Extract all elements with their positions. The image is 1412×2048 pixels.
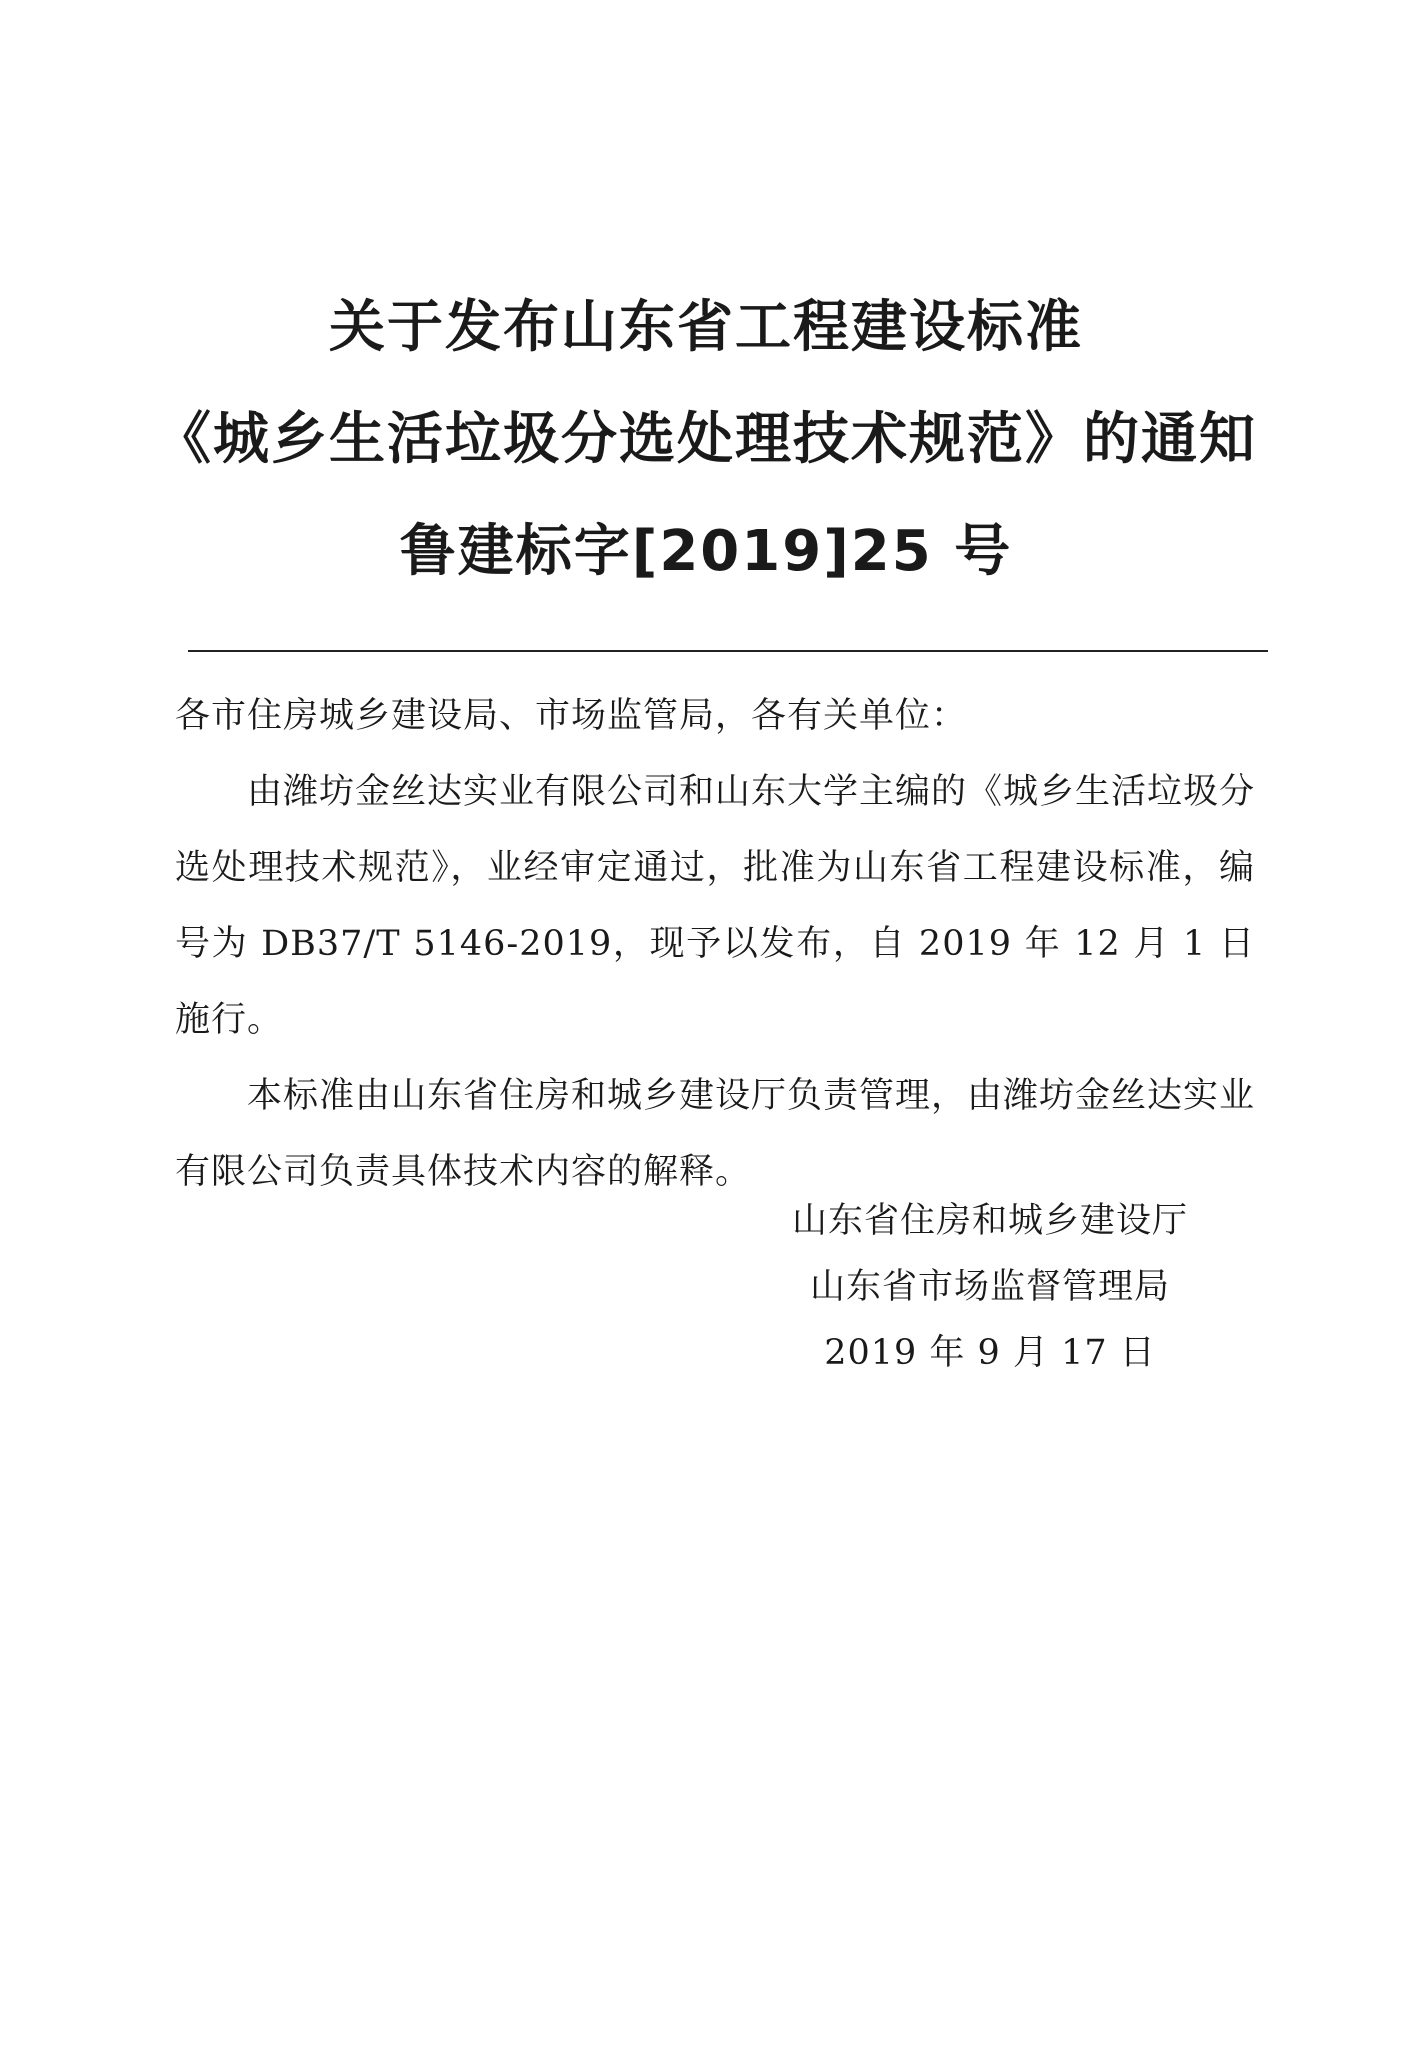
document-title bbox=[0, 272, 1412, 608]
signature-block bbox=[760, 1188, 1220, 1386]
issue-date: 2019 年 9 月 17 日 bbox=[824, 1333, 1156, 1373]
signatory-1: 山东省住房和城乡建设厅 bbox=[791, 1201, 1188, 1241]
document-number: 鲁建标字[2019]25 号 bbox=[399, 519, 1013, 584]
paragraph-1: 由潍坊金丝达实业有限公司和山东大学主编的《城乡生活垃圾分选处理技术规范》，业经审定通过，批准为山东省工程建设标准，编号为 DB37/T 5146-2019，现予以发布，自 2019 年 12 月 1 日施行。 bbox=[175, 772, 1256, 1040]
signatory-2: 山东省市场监督管理局 bbox=[809, 1267, 1170, 1307]
title-line-1: 关于发布山东省工程建设标准 bbox=[329, 295, 1083, 360]
document-body bbox=[175, 678, 1255, 1210]
title-divider bbox=[188, 650, 1268, 652]
paragraph-2: 本标准由山东省住房和城乡建设厅负责管理，由潍坊金丝达实业有限公司负责具体技术内容的解释。 bbox=[175, 1076, 1256, 1192]
title-line-2: 《城乡生活垃圾分选处理技术规范》的通知 bbox=[155, 407, 1257, 472]
salutation: 各市住房城乡建设局、市场监管局，各有关单位： bbox=[175, 696, 968, 736]
